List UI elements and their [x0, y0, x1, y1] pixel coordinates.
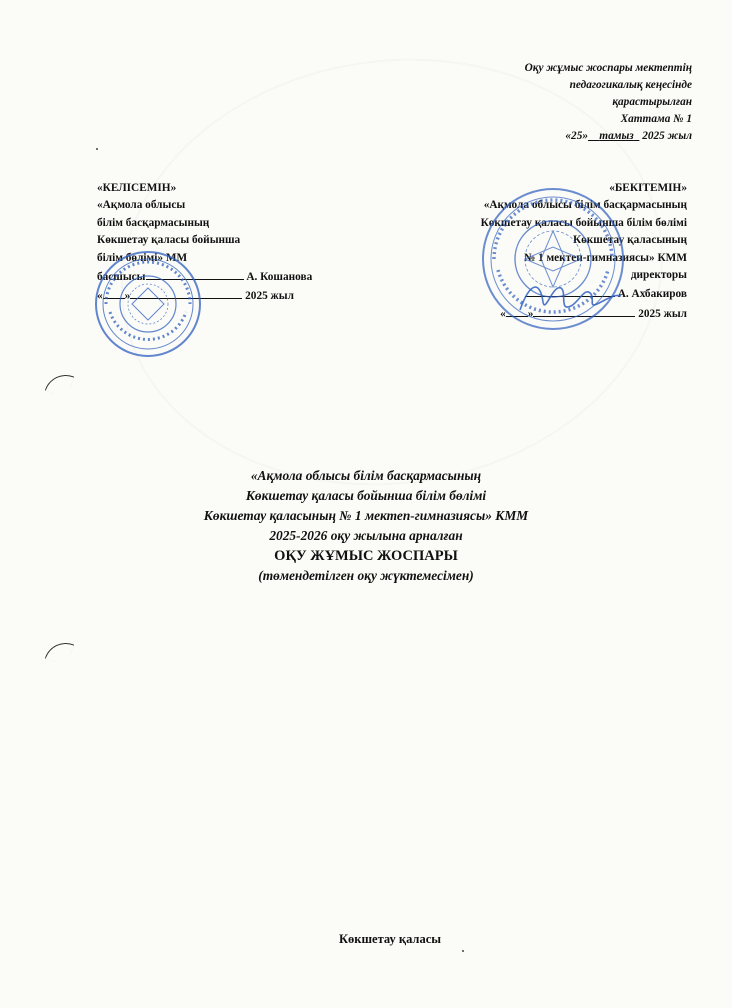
agreed-signer: А. Кошанова — [246, 271, 313, 284]
approval-line-1: Оқу жұмыс жоспары мектептің — [524, 62, 692, 74]
agreed-line-3: Көкшетау қаласы бойынша — [97, 234, 241, 247]
speck — [96, 148, 98, 150]
title-year-line: 2025-2026 оқу жылына арналған — [269, 528, 463, 543]
speck — [462, 950, 464, 952]
agreed-line-1: «Ақмола облысы — [97, 199, 186, 212]
stamp-left-icon — [92, 248, 204, 360]
agreed-date-row: « » 2025 жыл — [97, 286, 357, 305]
agreed-line-4: білім бөлімі» ММ — [97, 251, 188, 264]
approval-protocol: Хаттама № 1 — [620, 113, 692, 125]
approval-date-day: «25» — [565, 130, 588, 142]
document-title-block — [0, 466, 732, 586]
punch-hole-mark — [45, 369, 74, 398]
approved-line-3: Көкшетау қаласының — [572, 234, 687, 247]
approved-line-4: № 1 мектеп-гимназиясы» КММ — [523, 251, 687, 264]
approval-date — [432, 128, 692, 145]
approved-signer: А. Ахбакиров — [617, 288, 687, 301]
approved-position: директоры — [630, 269, 687, 282]
agreed-line-2: білім басқармасының — [97, 216, 210, 229]
punch-hole-mark — [45, 637, 74, 666]
signature-icon — [515, 272, 625, 322]
title-subtitle: (төмендетілген оқу жүктемесімен) — [258, 568, 474, 583]
agreed-date-year: 2025 жыл — [245, 290, 294, 303]
title-org-line-3: Көкшетау қаласының № 1 мектеп-гимназиясы» КММ — [203, 508, 529, 523]
title-org-line-2: Көкшетау қаласы бойынша білім бөлімі — [245, 488, 487, 503]
footer-city: Көкшетау қаласы — [338, 932, 442, 946]
approved-date-year: 2025 жыл — [638, 307, 687, 320]
approved-line-1: «Ақмола облысы білім басқармасының — [483, 199, 687, 212]
approved-heading: «БЕКІТЕМІН» — [609, 182, 687, 194]
approved-line-2: Көкшетау қаласы бойынша білім бөлімі — [480, 216, 687, 229]
page-title: ОҚУ ЖҰМЫС ЖОСПАРЫ — [274, 548, 458, 564]
approval-date-month: тамыз — [599, 130, 634, 142]
approval-date-year: 2025 жыл — [642, 130, 692, 142]
title-org-line-1: «Ақмола облысы білім басқармасының — [250, 468, 482, 483]
approval-line-3: қарастырылған — [612, 96, 692, 108]
approved-date-row: « » 2025 жыл — [367, 304, 687, 323]
approval-line-2: педагогикалық кеңесінде — [569, 79, 692, 91]
approval-note — [432, 60, 692, 145]
agreed-heading: «КЕЛІСЕМІН» — [97, 182, 177, 194]
agreed-signer-row: басшысы А. Кошанова — [97, 267, 357, 286]
